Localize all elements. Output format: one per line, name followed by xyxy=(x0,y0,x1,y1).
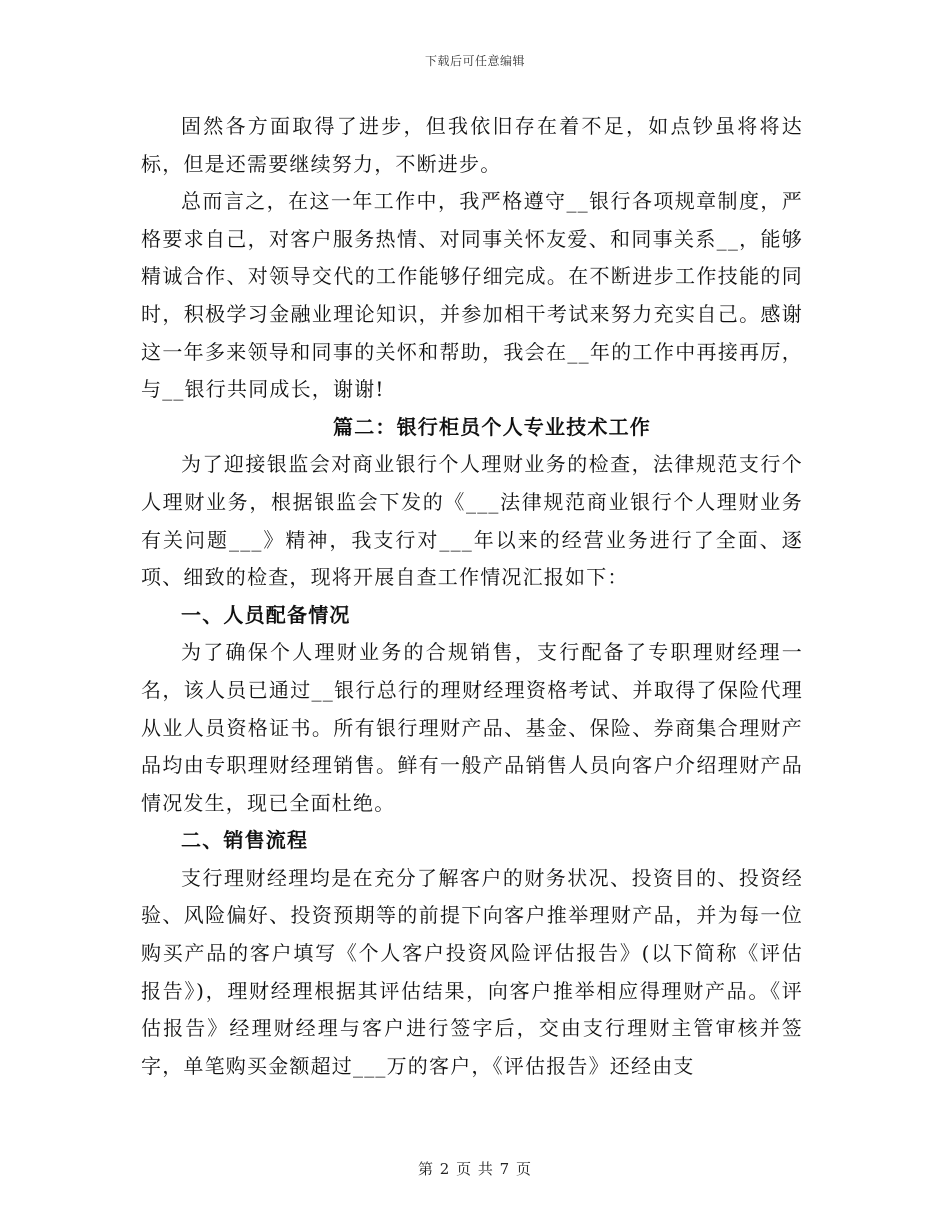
paragraph-summary: 总而言之，在这一年工作中，我严格遵守__银行各项规章制度，严格要求自己，对客户服务热情、对同事关怀友爱、和同事关系__，能够精诚合作、对领导交代的工作能够仔细完成。在不断进步工作技能的同时，积极学习金融业理论知识，并参加相干考试来努力充实自己。感谢这一年多来领导和同事的关怀和帮助，我会在__年的工作中再接再厉，与__银行共同成长，谢谢! xyxy=(141,189,803,402)
page-footer: 第 2 页 共 7 页 xyxy=(418,1160,532,1178)
paragraph-staffing: 为了确保个人理财业务的合规销售，支行配备了专职理财经理一名，该人员已通过__银行总行的理财经理资格考试、并取得了保险代理从业人员资格证书。所有银行理财产品、基金、保险、券商集合理财产品均由专职理财经理销售。鲜有一般产品销售人员向客户介绍理财产品情况发生，现已全面杜绝。 xyxy=(141,640,803,815)
paragraph-sales-process: 支行理财经理均是在充分了解客户的财务状况、投资目的、投资经验、风险偏好、投资预期等的前提下向客户推举理财产品，并为每一位购买产品的客户填写《个人客户投资风险评估报告》(以下简称《评估报告》)，理财经理根据其评估结果，向客户推举相应得理财产品。《评估报告》经理财经理与客户进行签字后，交由支行理财主管审核并签字，单笔购买金额超过___万的客户，《评估报告》还经由支 xyxy=(141,865,803,1078)
heading-staffing: 一、人员配备情况 xyxy=(181,602,351,627)
heading-sales-process: 二、销售流程 xyxy=(181,828,309,853)
paragraph-intro: 为了迎接银监会对商业银行个人理财业务的检查，法律规范支行个人理财业务，根据银监会下发的《___法律规范商业银行个人理财业务有关问题___》精神，我支行对___年以来的经营业务进行了全面、逐项、细致的检查，现将开展自查工作情况汇报如下： xyxy=(141,452,803,590)
paragraph-progress: 固然各方面取得了进步，但我依旧存在着不足，如点钞虽将将达标，但是还需要继续努力，不断进步。 xyxy=(141,114,803,176)
document-body xyxy=(141,108,803,1085)
section-title: 篇二：银行柜员个人专业技术工作 xyxy=(333,414,651,439)
page-header: 下载后可任意编辑 xyxy=(424,54,525,68)
